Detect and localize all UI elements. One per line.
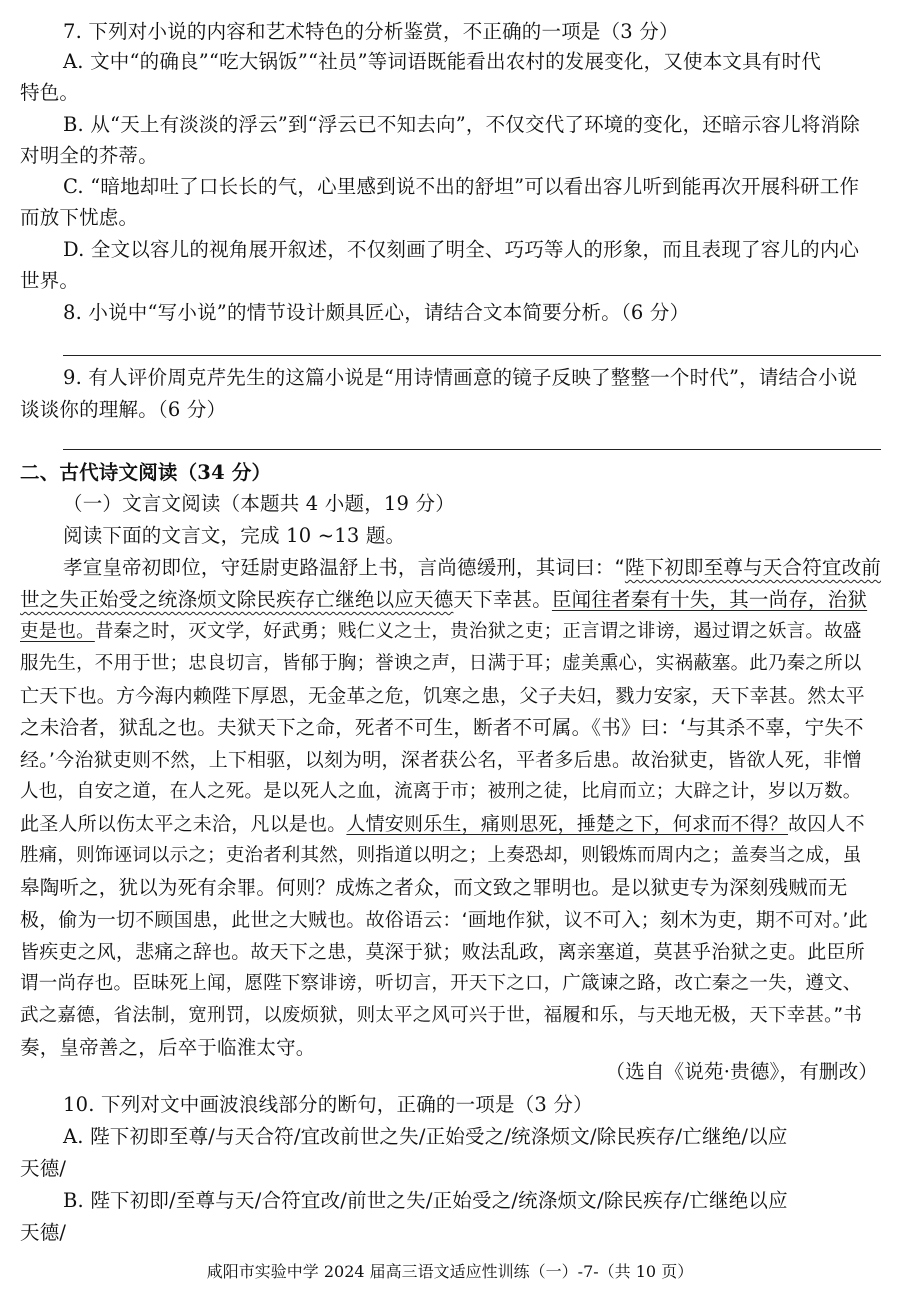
q10-option-a: A. 陛下初即至尊/与天合符/宜改前世之失/正始受之/统涤烦文/除民疾存/亡继绝/以应 bbox=[63, 1125, 788, 1148]
passage-text: 此圣人所以伤太平之未洽，凡以是也。 bbox=[20, 813, 347, 835]
passage-text: 天下幸甚。 bbox=[453, 588, 552, 611]
passage-line: 谓一尚存也。臣昧死上闻，愿陛下察诽谤，听切言，开天下之口，广箴谏之路，改亡秦之一失，遵文、 bbox=[20, 973, 862, 994]
underlined-text: 臣闻往者秦有十失，其一尚存，治狱 bbox=[551, 588, 868, 611]
q10-stem: 10. 下列对文中画波浪线部分的断句，正确的一项是（3 分） bbox=[63, 1093, 593, 1116]
q7-option-d-cont: 世界。 bbox=[20, 269, 80, 292]
passage-line bbox=[20, 812, 865, 836]
q9-stem: 9. 有人评价周克芹先生的这篇小说是“用诗情画意的镜子反映了整整一个时代”，请结合小说 bbox=[63, 366, 858, 389]
section-title: 二、古代诗文阅读（34 分） bbox=[20, 461, 272, 484]
subsection-title: （一）文言文阅读（本题共 4 小题，19 分） bbox=[63, 492, 455, 515]
underlined-text: 人情安则乐生，痛则思死，捶楚之下，何求而不得？ bbox=[346, 813, 789, 835]
passage-line bbox=[20, 620, 862, 644]
passage-source: （选自《说苑·贵德》，有删改） bbox=[605, 1060, 878, 1083]
q9-stem-cont: 谈谈你的理解。（6 分） bbox=[20, 398, 227, 421]
wavy-underlined-text: 陛下初即至尊与天合符宜改前 bbox=[624, 556, 882, 579]
page-footer: 咸阳市实验中学 2024 届高三语文适应性训练（一）-7-（共 10 页） bbox=[206, 1262, 694, 1281]
passage-line: 服先生，不用于世；忠良切言，皆郁于胸；誉谀之声，日满于耳；虚美熏心，实祸蔽塞。此乃秦之所以 bbox=[20, 653, 862, 674]
passage-text: 故囚人不 bbox=[788, 813, 865, 835]
q10-option-a-cont: 天德/ bbox=[20, 1157, 67, 1180]
passage-line: 皋陶听之，犹以为死有余罪。何则？成炼之者众，而文致之罪明也。是以狱吏专为深刻残贼而无 bbox=[20, 876, 848, 899]
q7-option-b-cont: 对明全的芥蒂。 bbox=[20, 144, 158, 167]
reading-instruction: 阅读下面的文言文，完成 10 ~13 题。 bbox=[63, 524, 406, 547]
underlined-text: 吏是也。 bbox=[20, 621, 95, 642]
passage-line: 奏，皇帝善之，后卒于临淮太守。 bbox=[20, 1036, 316, 1059]
q7-option-d: D. 全文以容儿的视角展开叙述，不仅刻画了明全、巧巧等人的形象，而且表现了容儿的内心 bbox=[63, 238, 860, 261]
passage-line: 武之嘉德，省法制，宽刑罚，以废烦狱，则太平之风可兴于世，福履和乐，与天地无极，天下幸甚。”书 bbox=[20, 1005, 863, 1026]
passage-line: 极，偷为一切不顾国患，此世之大贼也。故俗语云：‘画地作狱，议不可入；刻木为吏，期不可对。’此 bbox=[20, 909, 868, 931]
q8-stem: 8. 小说中“写小说”的情节设计颇具匠心，请结合文本简要分析。（6 分） bbox=[63, 301, 690, 324]
passage-line: 之未洽者，狱乱之也。夫狱天下之命，死者不可生，断者不可属。《书》曰：‘与其杀不辜，宁失不 bbox=[20, 716, 864, 739]
passage-line bbox=[20, 588, 867, 612]
passage-line: 经。’今治狱吏则不然，上下相驱，以刻为明，深者获公名，平者多后患。故治狱吏，皆欲人死，非憎 bbox=[20, 749, 862, 771]
passage-text: 昔秦之时，灭文学，好武勇；贱仁义之士，贵治狱之吏；正言谓之诽谤，遏过谓之妖言。故盛 bbox=[94, 621, 862, 642]
passage-text: 孝宣皇帝初即位，守廷尉吏路温舒上书，言尚德缓刑，其词曰：“ bbox=[63, 556, 625, 579]
passage-line bbox=[63, 556, 881, 580]
q7-option-a-cont: 特色。 bbox=[20, 81, 80, 104]
passage-line: 皆疾吏之风，悲痛之辞也。故天下之患，莫深于狱；败法乱政，离亲塞道，莫甚乎治狱之吏。此臣所 bbox=[20, 941, 865, 963]
q8-answer-line[interactable] bbox=[63, 355, 881, 356]
passage-line: 胜痛，则饰诬词以示之；吏治者利其然，则指道以明之；上奏恐却，则锻炼而周内之；盖奏当之成，虽 bbox=[20, 845, 862, 866]
wavy-underlined-text: 世之失正始受之统涤烦文除民疾存亡继绝以应天德 bbox=[20, 588, 454, 611]
q7-option-b: B. 从“天上有淡淡的浮云”到“浮云已不知去向”，不仅交代了环境的变化，还暗示容儿将消除 bbox=[63, 113, 860, 136]
q7-option-a: A. 文中“的确良”“吃大锅饭”“社员”等词语既能看出农村的发展变化，又使本文具有时代 bbox=[63, 50, 821, 73]
passage-line: 亡天下也。方今海内赖陛下厚恩，无金革之危，饥寒之患，父子夫妇，戮力安家，天下幸甚。然太平 bbox=[20, 685, 865, 707]
q9-answer-line[interactable] bbox=[63, 449, 881, 450]
q10-option-b: B. 陛下初即/至尊与天/合符宜改/前世之失/正始受之/统涤烦文/除民疾存/亡继绝以应 bbox=[63, 1189, 788, 1212]
passage-line: 人也，自安之道，在人之死。是以死人之血，流离于市；被刑之徒，比肩而立；大辟之计，岁以万数。 bbox=[20, 781, 862, 802]
q7-option-c: C. “暗地却吐了口长长的气，心里感到说不出的舒坦”可以看出容儿听到能再次开展科研工作 bbox=[63, 175, 860, 198]
q10-option-b-cont: 天德/ bbox=[20, 1221, 67, 1244]
q7-stem: 7. 下列对小说的内容和艺术特色的分析鉴赏，不正确的一项是（3 分） bbox=[63, 20, 679, 43]
q7-option-c-cont: 而放下忧虑。 bbox=[20, 206, 139, 229]
